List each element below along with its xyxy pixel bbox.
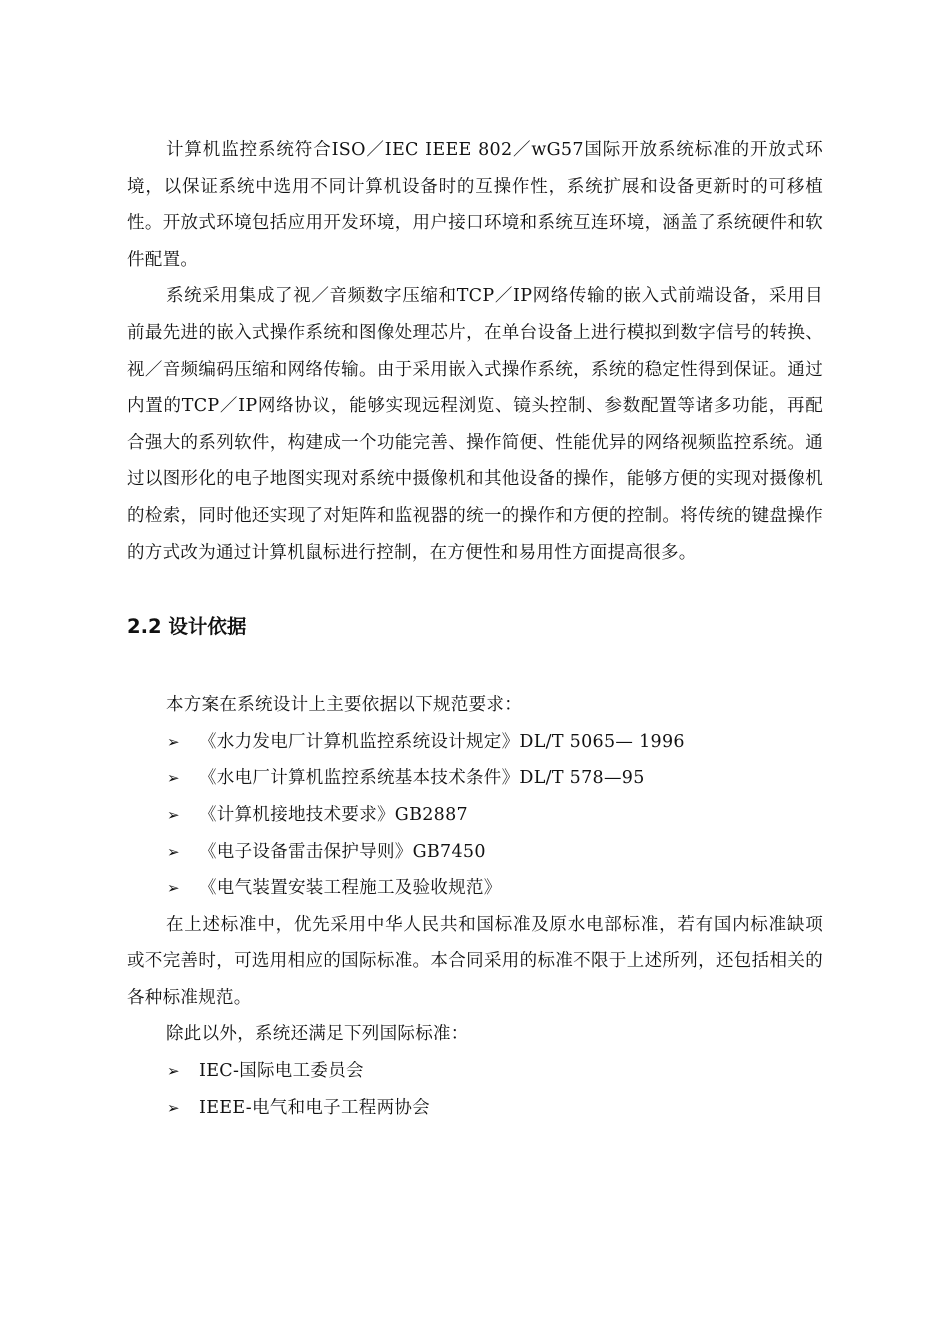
list-item-text: 《水电厂计算机监控系统基本技术条件》DL/T 578—95 [199, 768, 645, 789]
arrow-bullet-icon: ➢ [167, 805, 180, 824]
arrow-bullet-icon: ➢ [167, 1062, 180, 1081]
list-item-text: 《电子设备雷击保护导则》GB7450 [199, 841, 486, 862]
arrow-bullet-icon: ➢ [167, 732, 180, 751]
list-item [127, 760, 823, 797]
list-item [127, 797, 823, 834]
list-item-text: IEC-国际电工委员会 [199, 1061, 364, 1082]
list-item [127, 870, 823, 907]
list-item [127, 724, 823, 761]
list-item [127, 834, 823, 871]
paragraph-embedded-system: 系统采用集成了视／音频数字压缩和TCP／IP网络传输的嵌入式前端设备，采用目前最先进的嵌入式操作系统和图像处理芯片，在单台设备上进行模拟到数字信号的转换、视／音频编码压缩和网络传输。由于采用嵌入式操作系统，系统的稳定性得到保证。通过内置的TCP／IP网络协议，能够实现远程浏览、镜头控制、参数配置等诸多功能，再配合强大的系列软件，构建成一个功能完善、操作简便、性能优异的网络视频监控系统。通过以图形化的电子地图实现对系统中摄像机和其他设备的操作，能够方便的实现对摄像机的检索，同时他还实现了对矩阵和监视器的统一的操作和方便的控制。将传统的键盘操作的方式改为通过计算机鼠标进行控制，在方便性和易用性方面提高很多。 [127, 286, 823, 563]
list-item-text: 《电气装置安装工程施工及验收规范》 [199, 878, 502, 899]
section-intro: 本方案在系统设计上主要依据以下规范要求： [166, 695, 522, 716]
document-page [127, 132, 823, 1126]
intl-standards-list [127, 1053, 823, 1126]
paragraph-open-system: 计算机监控系统符合ISO／IEC IEEE 802／wG57国际开放系统标准的开放式环境，以保证系统中选用不同计算机设备时的互操作性，系统扩展和设备更新时的可移植性。开放式环境包括应用开发环境，用户接口环境和系统互连环境，涵盖了系统硬件和软件配置。 [127, 140, 823, 270]
list-item-text: 《水力发电厂计算机监控系统设计规定》DL/T 5065— 1996 [199, 731, 685, 752]
arrow-bullet-icon: ➢ [167, 842, 180, 861]
list-item-text: IEEE-电气和电子工程两协会 [199, 1097, 430, 1118]
arrow-bullet-icon: ➢ [167, 1098, 180, 1117]
standards-list [127, 724, 823, 907]
arrow-bullet-icon: ➢ [167, 769, 180, 788]
list-item-text: 《计算机接地技术要求》GB2887 [199, 804, 468, 825]
list-item [127, 1090, 823, 1127]
paragraph-intl-intro: 除此以外，系统还满足下列国际标准： [166, 1024, 469, 1045]
list-item [127, 1053, 823, 1090]
section-heading: 2.2 设计依据 [127, 615, 247, 639]
paragraph-standards-priority: 在上述标准中，优先采用中华人民共和国标准及原水电部标准，若有国内标准缺项或不完善时，可选用相应的国际标准。本合同采用的标准不限于上述所列，还包括相关的各种标准规范。 [127, 914, 823, 1008]
arrow-bullet-icon: ➢ [167, 879, 180, 898]
